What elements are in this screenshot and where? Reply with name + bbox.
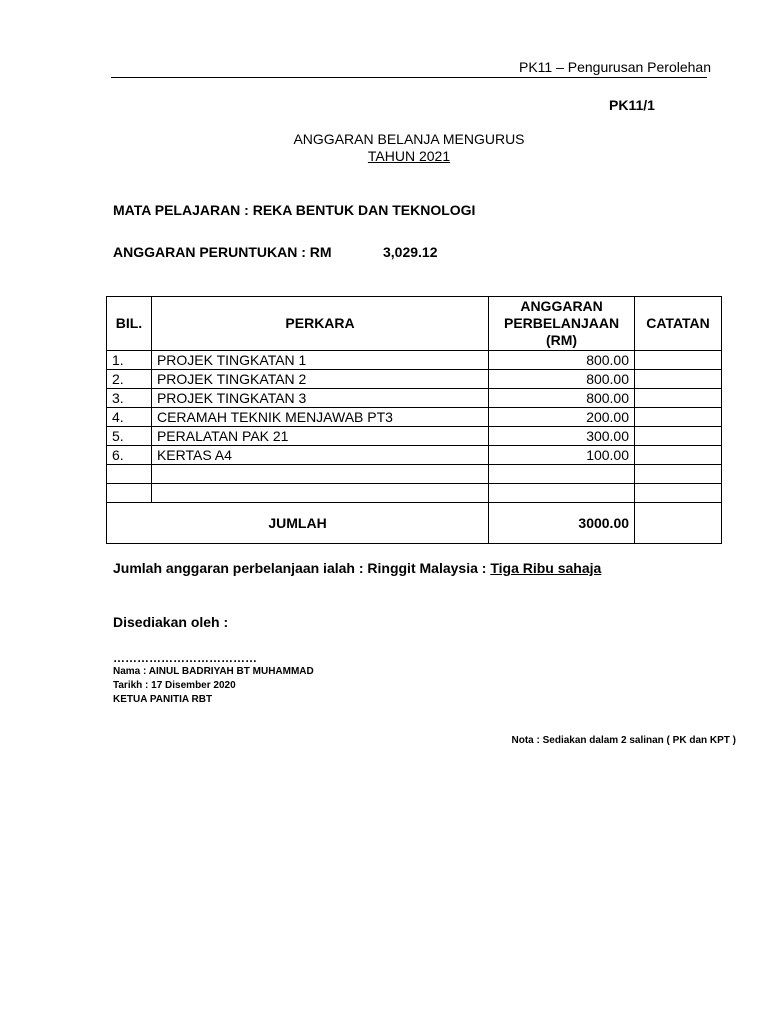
total-amount: 3000.00 xyxy=(489,503,635,544)
header-text: PK11 – Pengurusan Perolehan xyxy=(519,59,711,75)
form-code: PK11/1 xyxy=(609,97,655,113)
row-bil: 5. xyxy=(107,427,152,446)
header-bil: BIL. xyxy=(107,297,152,351)
header-catatan: CATATAN xyxy=(635,297,722,351)
row-bil: 2. xyxy=(107,370,152,389)
row-perkara: CERAMAH TEKNIK MENJAWAB PT3 xyxy=(151,408,488,427)
row-amount: 800.00 xyxy=(489,389,635,408)
empty-cell xyxy=(151,484,488,503)
table-row xyxy=(107,446,722,465)
row-perkara: PROJEK TINGKATAN 3 xyxy=(151,389,488,408)
header-perkara: PERKARA xyxy=(151,297,488,351)
row-perkara: PROJEK TINGKATAN 1 xyxy=(151,351,488,370)
allocation-line xyxy=(113,244,438,260)
empty-cell xyxy=(107,484,152,503)
table-row-empty xyxy=(107,484,722,503)
signature-line: ……………………………… xyxy=(113,651,257,665)
document-title: ANGGARAN BELANJA MENGURUS xyxy=(293,131,525,147)
header-anggaran xyxy=(489,297,635,351)
row-bil: 6. xyxy=(107,446,152,465)
table-row xyxy=(107,389,722,408)
table-header-row xyxy=(107,297,722,351)
row-bil: 1. xyxy=(107,351,152,370)
row-perkara: PROJEK TINGKATAN 2 xyxy=(151,370,488,389)
header-anggaran-line3: (RM) xyxy=(546,331,578,348)
row-amount: 300.00 xyxy=(489,427,635,446)
empty-cell xyxy=(489,465,635,484)
header-anggaran-line1: ANGGARAN xyxy=(520,298,603,315)
table-row xyxy=(107,351,722,370)
row-catatan xyxy=(635,389,722,408)
prepared-by-label: Disediakan oleh : xyxy=(113,614,229,630)
row-amount: 100.00 xyxy=(489,446,635,465)
row-bil: 3. xyxy=(107,389,152,408)
empty-cell xyxy=(635,465,722,484)
allocation-amount: 3,029.12 xyxy=(383,244,438,260)
row-perkara: PERALATAN PAK 21 xyxy=(151,427,488,446)
document-year-text: TAHUN 2021 xyxy=(367,148,451,164)
table-row xyxy=(107,408,722,427)
allocation-label: ANGGARAN PERUNTUKAN : RM xyxy=(113,244,332,260)
preparer-position: KETUA PANITIA RBT xyxy=(113,694,213,705)
summary-line xyxy=(113,560,601,576)
footnote: Nota : Sediakan dalam 2 salinan ( PK dan KPT ) xyxy=(511,735,736,746)
row-catatan xyxy=(635,427,722,446)
row-catatan xyxy=(635,351,722,370)
header-anggaran-line2: PERBELANJAAN xyxy=(503,315,620,332)
header-divider xyxy=(111,77,707,78)
row-amount: 800.00 xyxy=(489,370,635,389)
subject-line: MATA PELAJARAN : REKA BENTUK DAN TEKNOLOGI xyxy=(113,202,476,218)
row-amount: 200.00 xyxy=(489,408,635,427)
table-total-row xyxy=(107,503,722,544)
row-perkara: KERTAS A4 xyxy=(151,446,488,465)
document-year xyxy=(111,148,707,164)
row-catatan xyxy=(635,370,722,389)
budget-table xyxy=(106,296,722,544)
row-catatan xyxy=(635,408,722,427)
preparer-name: Nama : AINUL BADRIYAH BT MUHAMMAD xyxy=(113,666,314,677)
summary-words: Tiga Ribu sahaja xyxy=(490,560,602,576)
total-catatan xyxy=(635,503,722,544)
empty-cell xyxy=(635,484,722,503)
table-row xyxy=(107,370,722,389)
preparer-date: Tarikh : 17 Disember 2020 xyxy=(113,680,236,691)
row-catatan xyxy=(635,446,722,465)
empty-cell xyxy=(151,465,488,484)
total-label: JUMLAH xyxy=(107,503,489,544)
table-row xyxy=(107,427,722,446)
empty-cell xyxy=(489,484,635,503)
table-row-empty xyxy=(107,465,722,484)
empty-cell xyxy=(107,465,152,484)
row-bil: 4. xyxy=(107,408,152,427)
row-amount: 800.00 xyxy=(489,351,635,370)
summary-label: Jumlah anggaran perbelanjaan ialah : Ringgit Malaysia : xyxy=(113,560,491,576)
